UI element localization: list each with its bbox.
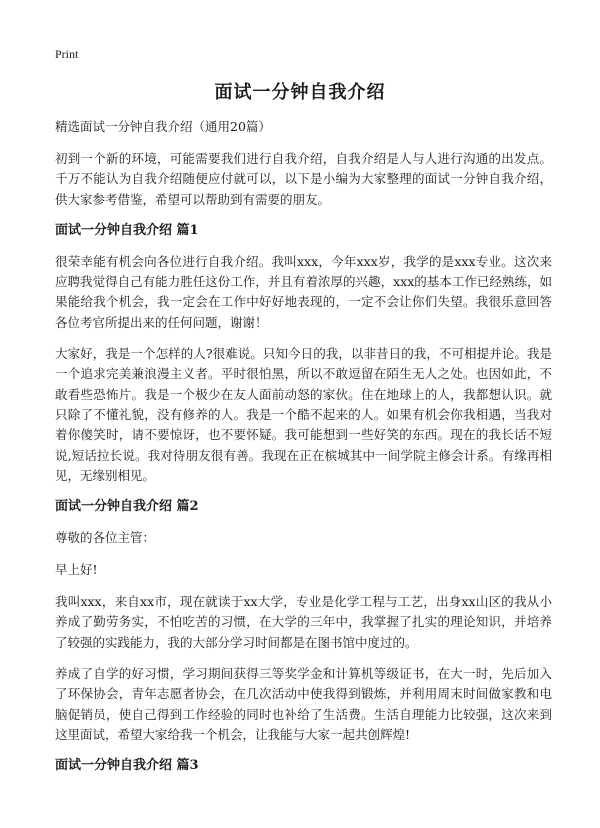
section-1-paragraph-2: 大家好，我是一个怎样的人?很难说。只知今日的我，以非昔日的我，不可相提并论。我是一个追求完美兼浪漫主义者。平时很怕黑，所以不敢逗留在陌生无人之处。也因如此，不敢看些恐怖片。我是一个极少在友人面前动怒的家伙。住在地球上的人，我都想认识。就只除了不懂礼貌，没有修养的人。我是一个酷不起来的人。如果有机会你我相遇，当我对着你傻笑时，请不要惊讶，也不要怀疑。我可能想到一些好笑的东西。现在的我长话不短说,短话拉长说。我对待朋友很有善。我现在正在槟城其中一间学院主修会计系。有缘再相见，无缘别相见。 <box>55 346 552 483</box>
section-1-paragraph-1: 很荣幸能有机会向各位进行自我介绍。我叫xxx，今年xxx岁，我学的是xxx专业。这次来应聘我觉得自己有能力胜任这份工作，并且有着浓厚的兴趣，xxx的基本工作已经熟练，如果能给我个机会，我一定会在工作中好好地表现的，一定不会让你们失望。我很乐意回答各位考官所提出来的任何问题，谢谢！ <box>55 253 552 330</box>
article-body <box>55 117 552 787</box>
page-title: 面试一分钟自我介绍 <box>214 82 386 103</box>
section-heading-3: 面试一分钟自我介绍 篇3 <box>55 758 199 774</box>
section-2-greeting: 尊敬的各位主管： <box>55 530 156 546</box>
article-subtitle: 精选面试一分钟自我介绍（通用20篇） <box>55 119 271 134</box>
section-heading-1: 面试一分钟自我介绍 篇1 <box>55 222 199 238</box>
intro-paragraph: 初到一个新的环境，可能需要我们进行自我介绍，自我介绍是人与人进行沟通的出发点。千万不能认为自我介绍随便应付就可以，以下是小编为大家整理的面试一分钟自我介绍，供大家参考借鉴，希望可以帮助到有需要的朋友。 <box>55 151 552 207</box>
print-link[interactable]: Print <box>55 47 79 61</box>
section-2-paragraph-1: 我叫xxx，来自xx市，现在就读于xx大学，专业是化学工程与工艺，出身xx山区的我从小养成了勤劳务实，不怕吃苦的习惯，在大学的三年中，我掌握了扎实的理论知识，并培养了较强的实践能力，我的大部分学习时间都是在图书馆中度过的。 <box>55 594 552 650</box>
section-2-paragraph-2: 养成了自学的好习惯，学习期间获得三等奖学金和计算机等级证书，在大一时，先后加入了环保协会，青年志愿者协会，在几次活动中使我得到锻炼，并利用周末时间做家教和电脑促销员，使自己得到工作经验的同时也补给了生活费。生活自理能力比较强，这次来到这里面试，希望大家给我一个机会，让我能与大家一起共创辉煌! <box>55 666 552 742</box>
section-2-salutation: 早上好! <box>55 562 98 578</box>
section-heading-2: 面试一分钟自我介绍 篇2 <box>55 499 199 515</box>
